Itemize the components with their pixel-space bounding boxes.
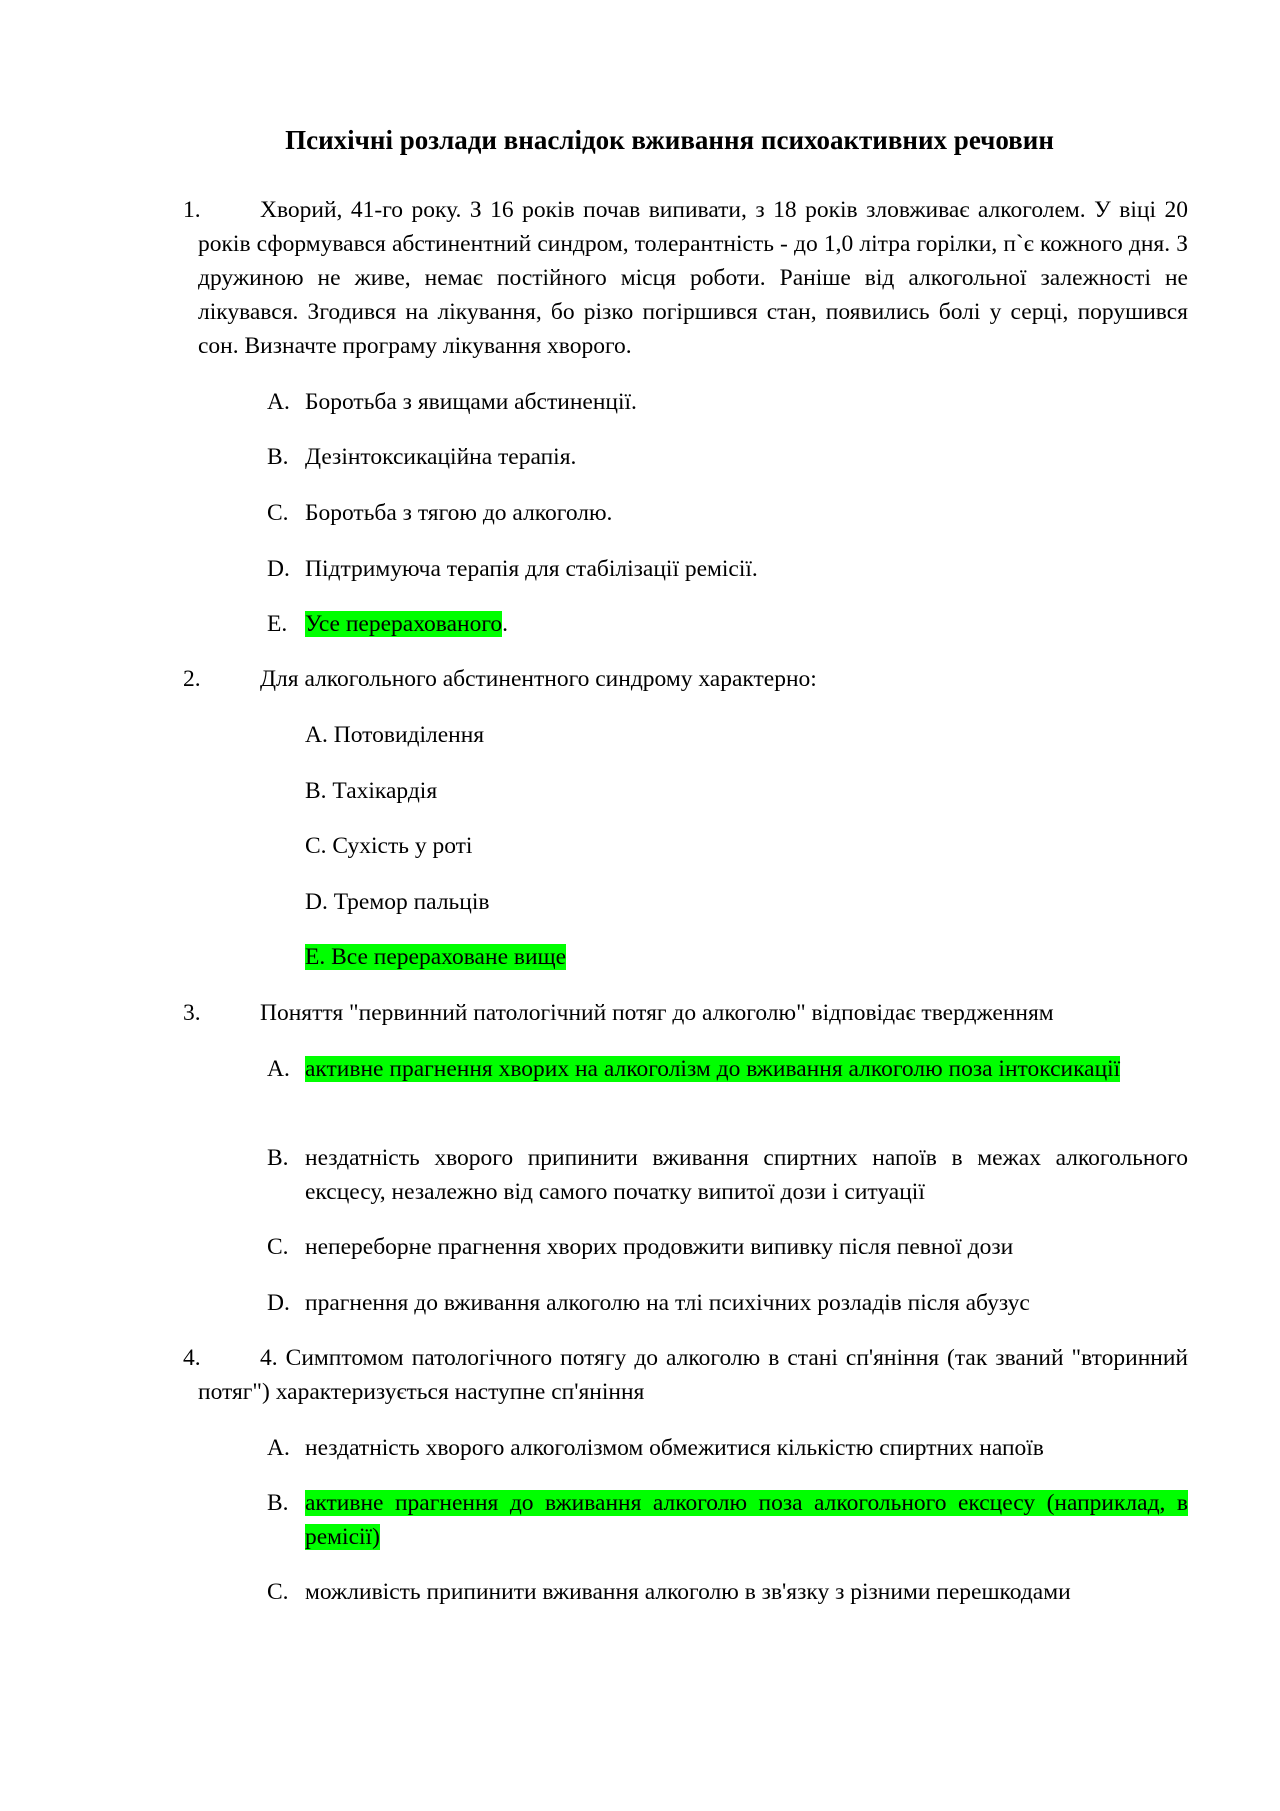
- q2-option-e: [305, 940, 566, 974]
- q3-option-a-text: активне прагнення хворих на алкоголізм до вживання алкоголю поза інтоксикації: [305, 1056, 1121, 1082]
- question-4-number: 4.: [183, 1345, 201, 1371]
- q4-option-a-text: нездатність хворого алкоголізмом обмежитися кількістю спиртних напоїв: [305, 1435, 1044, 1461]
- q3-option-a: [305, 1052, 1188, 1086]
- q1-option-a-text: Боротьба з явищами абстиненції.: [305, 389, 637, 415]
- q1-option-e-letter: E.: [267, 611, 288, 637]
- q1-option-d-text: Підтримуюча терапія для стабілізації ремісії.: [305, 556, 758, 582]
- q2-option-e-text: E. Все перераховане вище: [305, 944, 567, 970]
- q4-option-b: [305, 1486, 1188, 1554]
- question-1-number: 1.: [183, 197, 201, 223]
- question-2-text: Для алкогольного абстинентного синдрому характерно:: [260, 666, 817, 692]
- question-2-number: 2.: [183, 666, 201, 692]
- q1-option-c-letter: C.: [267, 500, 289, 526]
- q2-option-a: A. Потовиділення: [305, 722, 485, 748]
- q3-option-c-letter: C.: [267, 1234, 289, 1260]
- q1-option-b-letter: B.: [267, 444, 289, 470]
- q2-option-b: B. Тахікардія: [305, 778, 438, 804]
- q3-option-c-text: непереборне прагнення хворих продовжити випивку після певної дози: [305, 1234, 1014, 1260]
- q1-option-d-letter: D.: [267, 556, 290, 582]
- q1-option-e-suffix: .: [502, 611, 509, 637]
- q1-option-e-text: Усе перерахованого: [305, 611, 503, 637]
- question-3-number: 3.: [183, 1000, 201, 1026]
- q4-option-c-text: можливість припинити вживання алкоголю в зв'язку з різними перешкодами: [305, 1579, 1071, 1605]
- q3-option-a-letter: A.: [267, 1056, 290, 1082]
- document-title: Психічні розлади внаслідок вживання психоактивних речовин: [285, 125, 1054, 155]
- q4-option-c-letter: C.: [267, 1579, 289, 1605]
- q3-option-b-letter: B.: [267, 1145, 289, 1171]
- q1-option-e: [305, 607, 508, 641]
- q1-option-b-text: Дезінтоксикаційна терапія.: [305, 444, 577, 470]
- q4-option-b-letter: B.: [267, 1490, 289, 1516]
- q2-option-d: D. Тремор пальців: [305, 889, 490, 915]
- q3-option-d-text: прагнення до вживання алкоголю на тлі психічних розладів після абузус: [305, 1290, 1030, 1316]
- q3-option-b-text: нездатність хворого припинити вживання спиртних напоїв в межах алкогольного ексцесу, незалежно від самого початку випитої дози і ситуації: [305, 1145, 1188, 1205]
- q3-option-d-letter: D.: [267, 1290, 290, 1316]
- question-1-text: Хворий, 41-го року. З 16 років почав випивати, з 18 років зловживає алкоголем. У віці 20 років сформувався абстинентний синдром, толерантність - до 1,0 літра горілки, п`є кожного дня. З дружиною не живе, немає постійного місця роботи. Раніше від алкогольної залежності не лікувався. Згодився на лікування, бо різко погіршився стан, появились болі у серці, порушився сон. Визначте програму лікування хворого.: [198, 197, 1188, 359]
- question-4-text: 4. Симптомом патологічного потягу до алкоголю в стані сп'яніння (так званий "вторинний потяг") характеризується наступне сп'яніння: [198, 1345, 1188, 1405]
- q4-option-a-letter: A.: [267, 1435, 290, 1461]
- question-3-text: Поняття "первинний патологічний потяг до алкоголю" відповідає твердженням: [260, 1000, 1054, 1026]
- q1-option-c-text: Боротьба з тягою до алкоголю.: [305, 500, 613, 526]
- q4-option-b-text: активне прагнення до вживання алкоголю поза алкогольного ексцесу (наприклад, в ремісії): [305, 1490, 1188, 1550]
- q1-option-a-letter: A.: [267, 389, 290, 415]
- q2-option-c: C. Сухість у роті: [305, 833, 473, 859]
